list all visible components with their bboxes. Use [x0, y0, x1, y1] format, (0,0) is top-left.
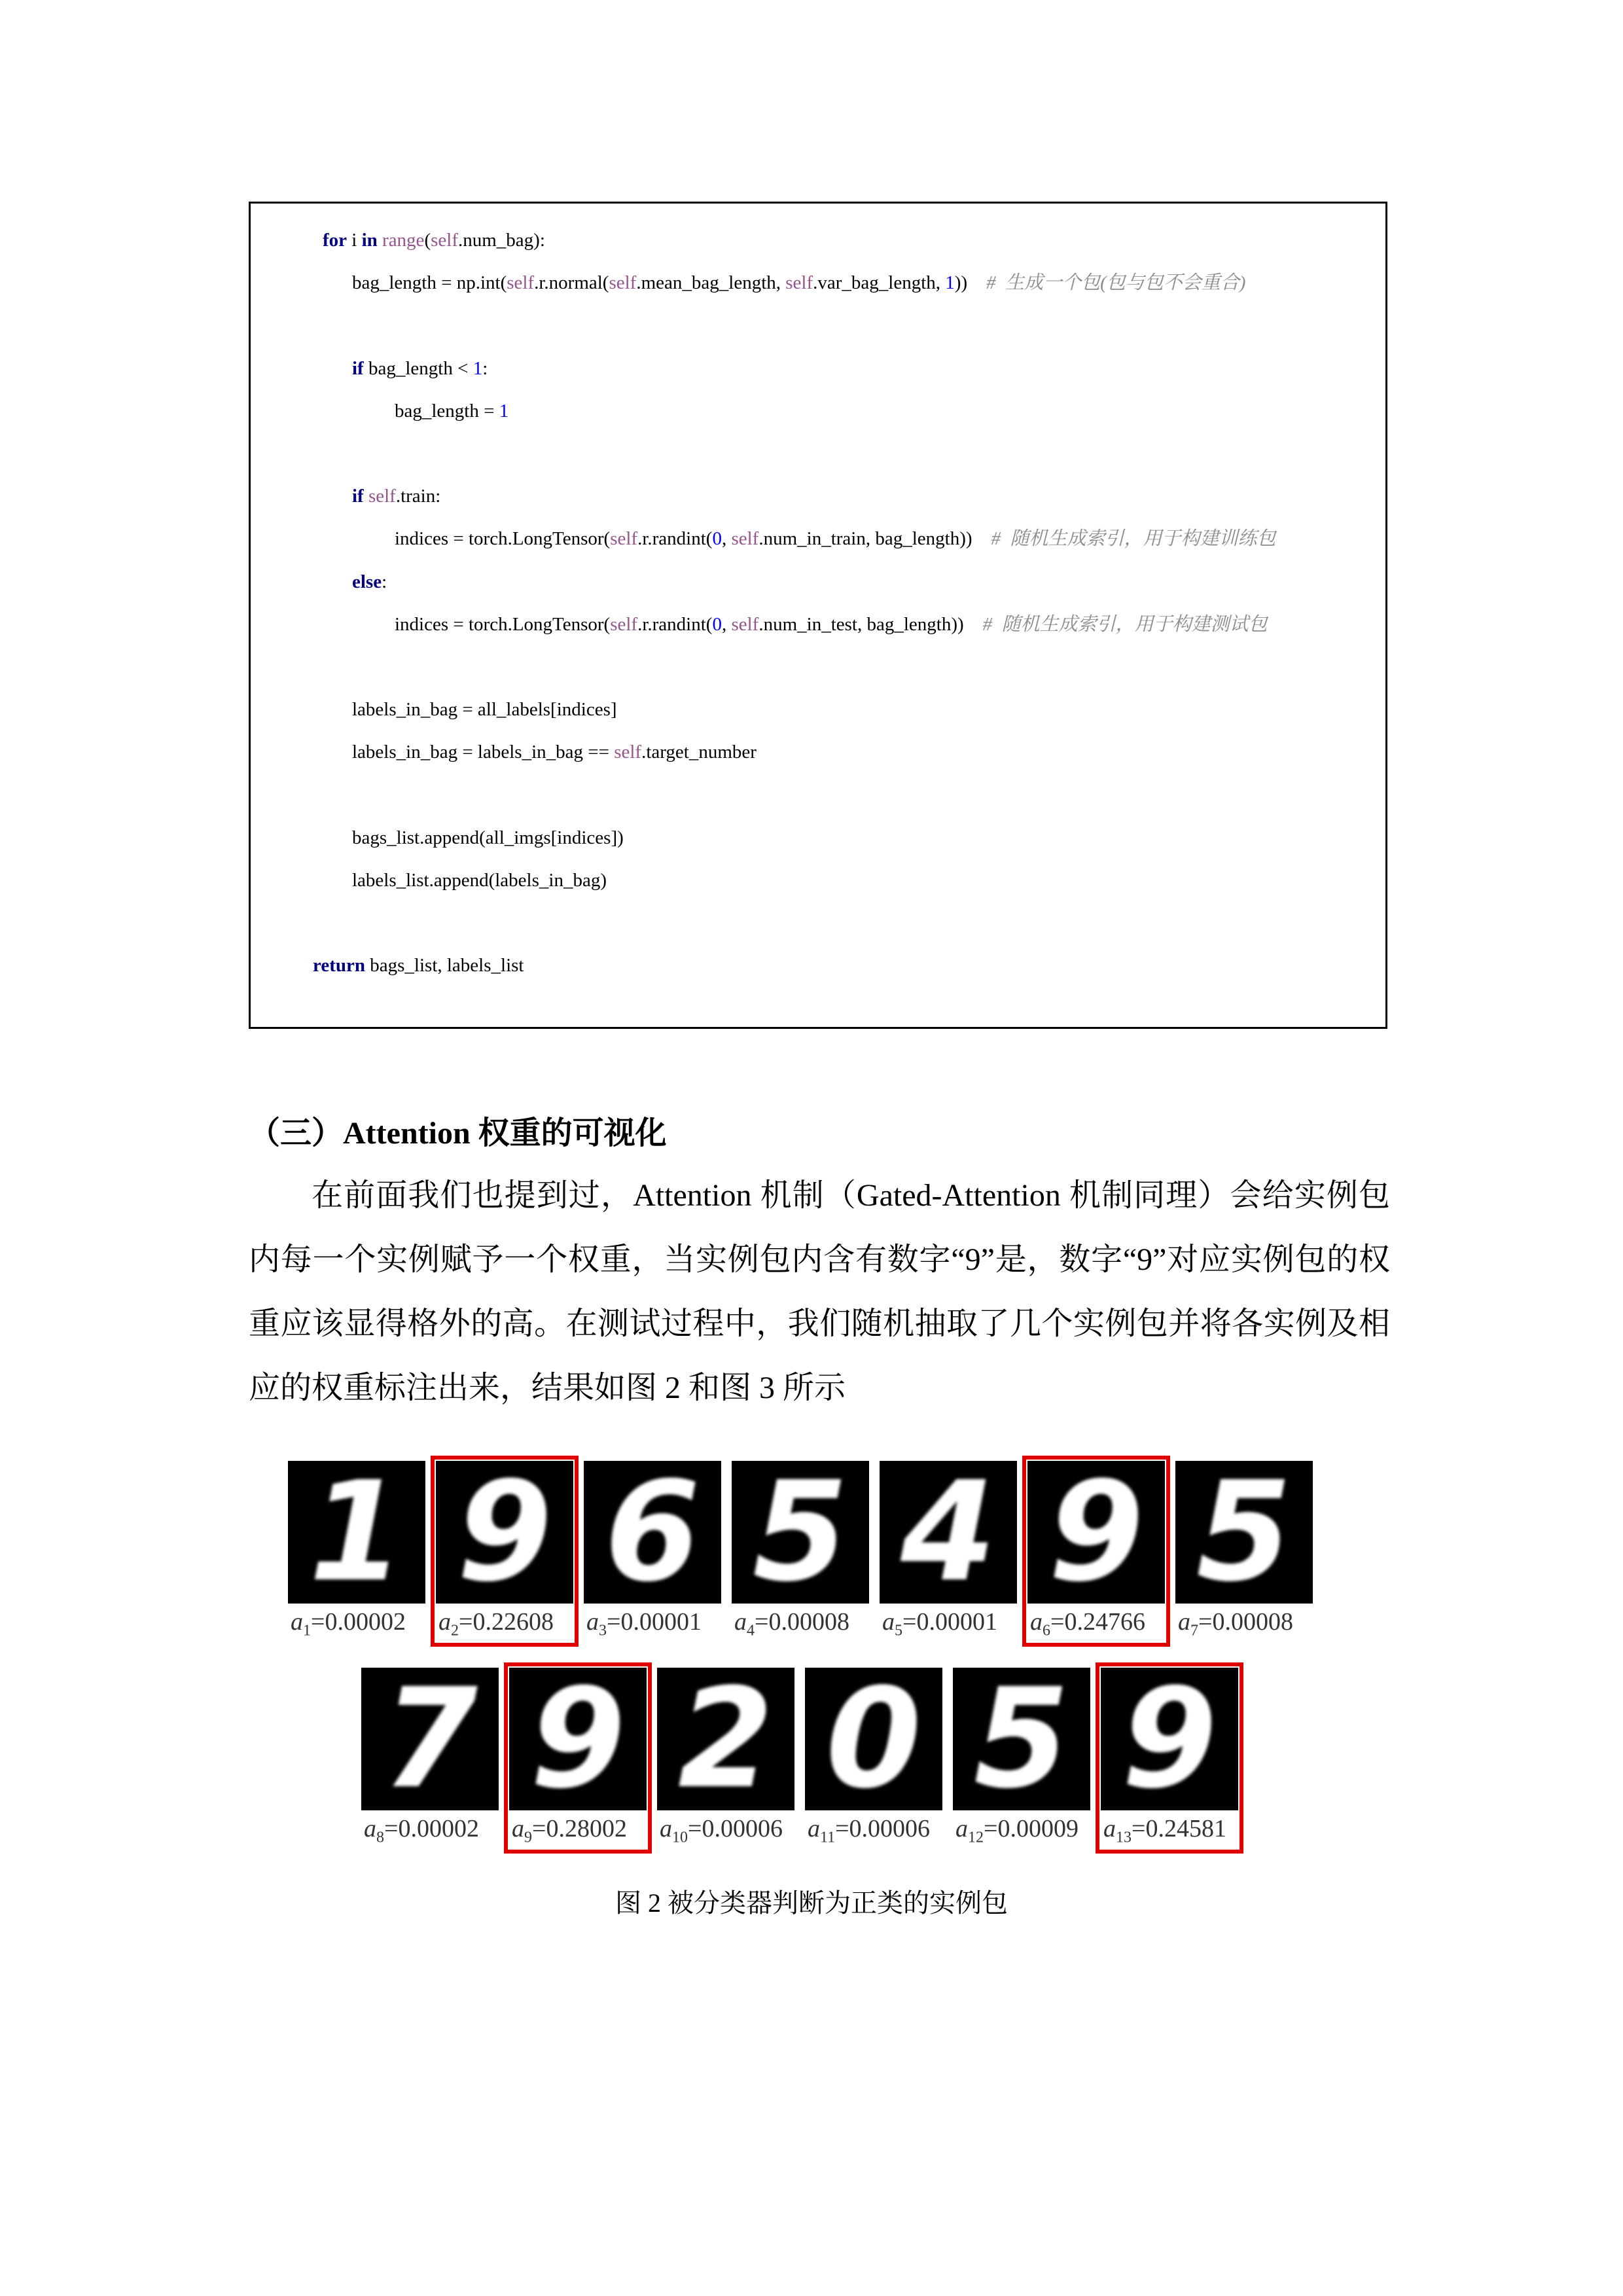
code-token: # 随机生成索引，用于构建测试包	[982, 613, 1268, 635]
positive-instance-highlight	[504, 1662, 652, 1854]
digit-glyph: 6	[604, 1461, 701, 1604]
code-token: .r.normal(	[534, 272, 609, 294]
code-token: .num_in_test, bag_length))	[758, 613, 983, 635]
code-token: if	[352, 357, 364, 379]
attention-weight-label: $a_{10}=0.00006$	[660, 1815, 783, 1846]
code-token: bags_list.append(all_imgs[indices])	[352, 827, 624, 848]
figure-caption: 图 2 被分类器判断为正类的实例包	[615, 1888, 1008, 1918]
code-token: 0	[712, 528, 722, 550]
code-token: bag_length <	[363, 357, 473, 379]
code-token: 1	[499, 400, 509, 422]
code-token: :	[482, 357, 488, 379]
code-token: # 生成一个包(包与包不会重合)	[986, 272, 1246, 294]
code-token: for	[323, 230, 348, 251]
code-line	[323, 228, 545, 252]
code-token: self	[785, 272, 813, 294]
code-token: 1	[945, 272, 955, 294]
mnist-instance-image	[880, 1461, 1017, 1604]
code-token: i	[347, 230, 362, 251]
code-token	[378, 230, 382, 251]
section-heading: （三）Attention 权重的可视化	[249, 1116, 667, 1151]
digit-glyph: 5	[1196, 1461, 1293, 1604]
code-token: bag_length = np.int(	[352, 272, 507, 294]
code-token: .target_number	[641, 742, 757, 763]
attention-weight-label: $a_7=0.00008$	[1178, 1608, 1293, 1640]
mnist-instance-image	[805, 1668, 942, 1810]
digit-glyph: 7	[382, 1668, 478, 1810]
code-line	[352, 484, 440, 508]
code-token: 0	[712, 613, 722, 635]
code-token: indices = torch.LongTensor(	[395, 613, 611, 635]
code-token: .num_bag):	[457, 230, 545, 251]
body-paragraph: 在前面我们也提到过，Attention 机制（Gated-Attention 机制同理）会给实例包内每一个实例赋予一个权重，当实例包内含有数字“9”是，数字“9”对应实例包的权重应该显得格外的高。在测试过程中，我们随机抽取了几个实例包并将各实例及相应的权重标注出来，结果如图 2 和图 3 所示	[249, 1178, 1390, 1405]
code-token: self	[507, 272, 535, 294]
code-token: # 随机生成索引，用于构建训练包	[991, 528, 1276, 550]
code-line	[352, 740, 757, 764]
digit-glyph: 1	[308, 1461, 405, 1604]
attention-weight-label: $a_1=0.00002$	[291, 1608, 406, 1640]
code-token: .var_bag_length,	[813, 272, 946, 294]
code-token: self	[610, 528, 638, 550]
mnist-instance-image	[732, 1461, 869, 1604]
code-token: labels_in_bag = all_labels[indices]	[352, 699, 617, 721]
code-token: labels_list.append(labels_in_bag)	[352, 870, 607, 891]
mnist-instance-image	[953, 1668, 1090, 1810]
code-token: self	[731, 613, 759, 635]
code-token: range	[382, 230, 425, 251]
attention-weight-label: $a_3=0.00001$	[586, 1608, 702, 1640]
code-line	[395, 613, 1268, 636]
positive-instance-highlight	[1096, 1662, 1243, 1854]
code-token: if	[352, 486, 364, 507]
code-token: .num_in_train, bag_length))	[758, 528, 991, 550]
code-token: self	[609, 272, 637, 294]
attention-weight-label: $a_{12}=0.00009$	[955, 1815, 1079, 1846]
attention-weight-label: $a_8=0.00002$	[364, 1815, 479, 1846]
digit-glyph: 0	[825, 1668, 922, 1810]
code-token: self	[614, 742, 642, 763]
attention-weight-label: $a_6=0.24766$	[1030, 1608, 1145, 1640]
digit-glyph: 5	[973, 1668, 1070, 1810]
mnist-instance-image	[1175, 1461, 1313, 1604]
code-token: bags_list, labels_list	[365, 955, 524, 977]
code-token: return	[313, 955, 366, 977]
mnist-instance-image	[584, 1461, 721, 1604]
code-line	[395, 399, 508, 423]
code-token: .mean_bag_length,	[636, 272, 786, 294]
code-token: 1	[473, 357, 483, 379]
digit-glyph: 9	[529, 1668, 626, 1810]
digit-glyph: 9	[1121, 1668, 1218, 1810]
code-token: self	[731, 528, 759, 550]
code-token: ))	[954, 272, 987, 294]
code-token	[364, 486, 368, 507]
code-token: indices = torch.LongTensor(	[395, 528, 611, 550]
code-block	[249, 202, 1387, 1029]
attention-weight-label: $a_{13}=0.24581$	[1103, 1815, 1226, 1846]
code-token: :	[382, 571, 387, 592]
code-line	[352, 357, 488, 380]
digit-glyph: 9	[1048, 1461, 1145, 1604]
code-line	[352, 826, 624, 850]
attention-weight-label: $a_{11}=0.00006$	[808, 1815, 931, 1846]
digit-glyph: 9	[456, 1461, 553, 1604]
digit-glyph: 2	[677, 1668, 774, 1810]
code-token: self	[368, 486, 396, 507]
code-token: self	[610, 613, 638, 635]
code-token: .r.randint(	[637, 613, 713, 635]
mnist-instance-image	[361, 1668, 499, 1810]
code-token: .r.randint(	[637, 528, 713, 550]
attention-weight-label: $a_4=0.00008$	[734, 1608, 849, 1640]
code-line	[395, 527, 1276, 550]
code-line	[352, 570, 387, 594]
mnist-instance-image	[288, 1461, 425, 1604]
digit-glyph: 4	[900, 1461, 997, 1604]
code-token: else	[352, 571, 382, 592]
code-line	[352, 698, 617, 721]
code-token: self	[431, 230, 458, 251]
positive-instance-highlight	[1022, 1456, 1170, 1647]
code-token: (	[424, 230, 431, 251]
code-token: in	[361, 230, 378, 251]
code-line	[352, 869, 607, 892]
code-token: ,	[721, 528, 732, 550]
code-token: bag_length =	[395, 400, 499, 422]
positive-instance-highlight	[431, 1456, 579, 1647]
attention-weight-label: $a_2=0.22608$	[438, 1608, 554, 1640]
attention-weight-label: $a_9=0.28002$	[512, 1815, 627, 1846]
code-line	[313, 954, 524, 977]
code-line	[352, 271, 1245, 295]
attention-weight-label: $a_5=0.00001$	[882, 1608, 997, 1640]
code-token: ,	[721, 613, 732, 635]
code-token: labels_in_bag = labels_in_bag ==	[352, 742, 615, 763]
digit-glyph: 5	[752, 1461, 849, 1604]
mnist-instance-image	[657, 1668, 794, 1810]
code-token: .train:	[395, 486, 441, 507]
